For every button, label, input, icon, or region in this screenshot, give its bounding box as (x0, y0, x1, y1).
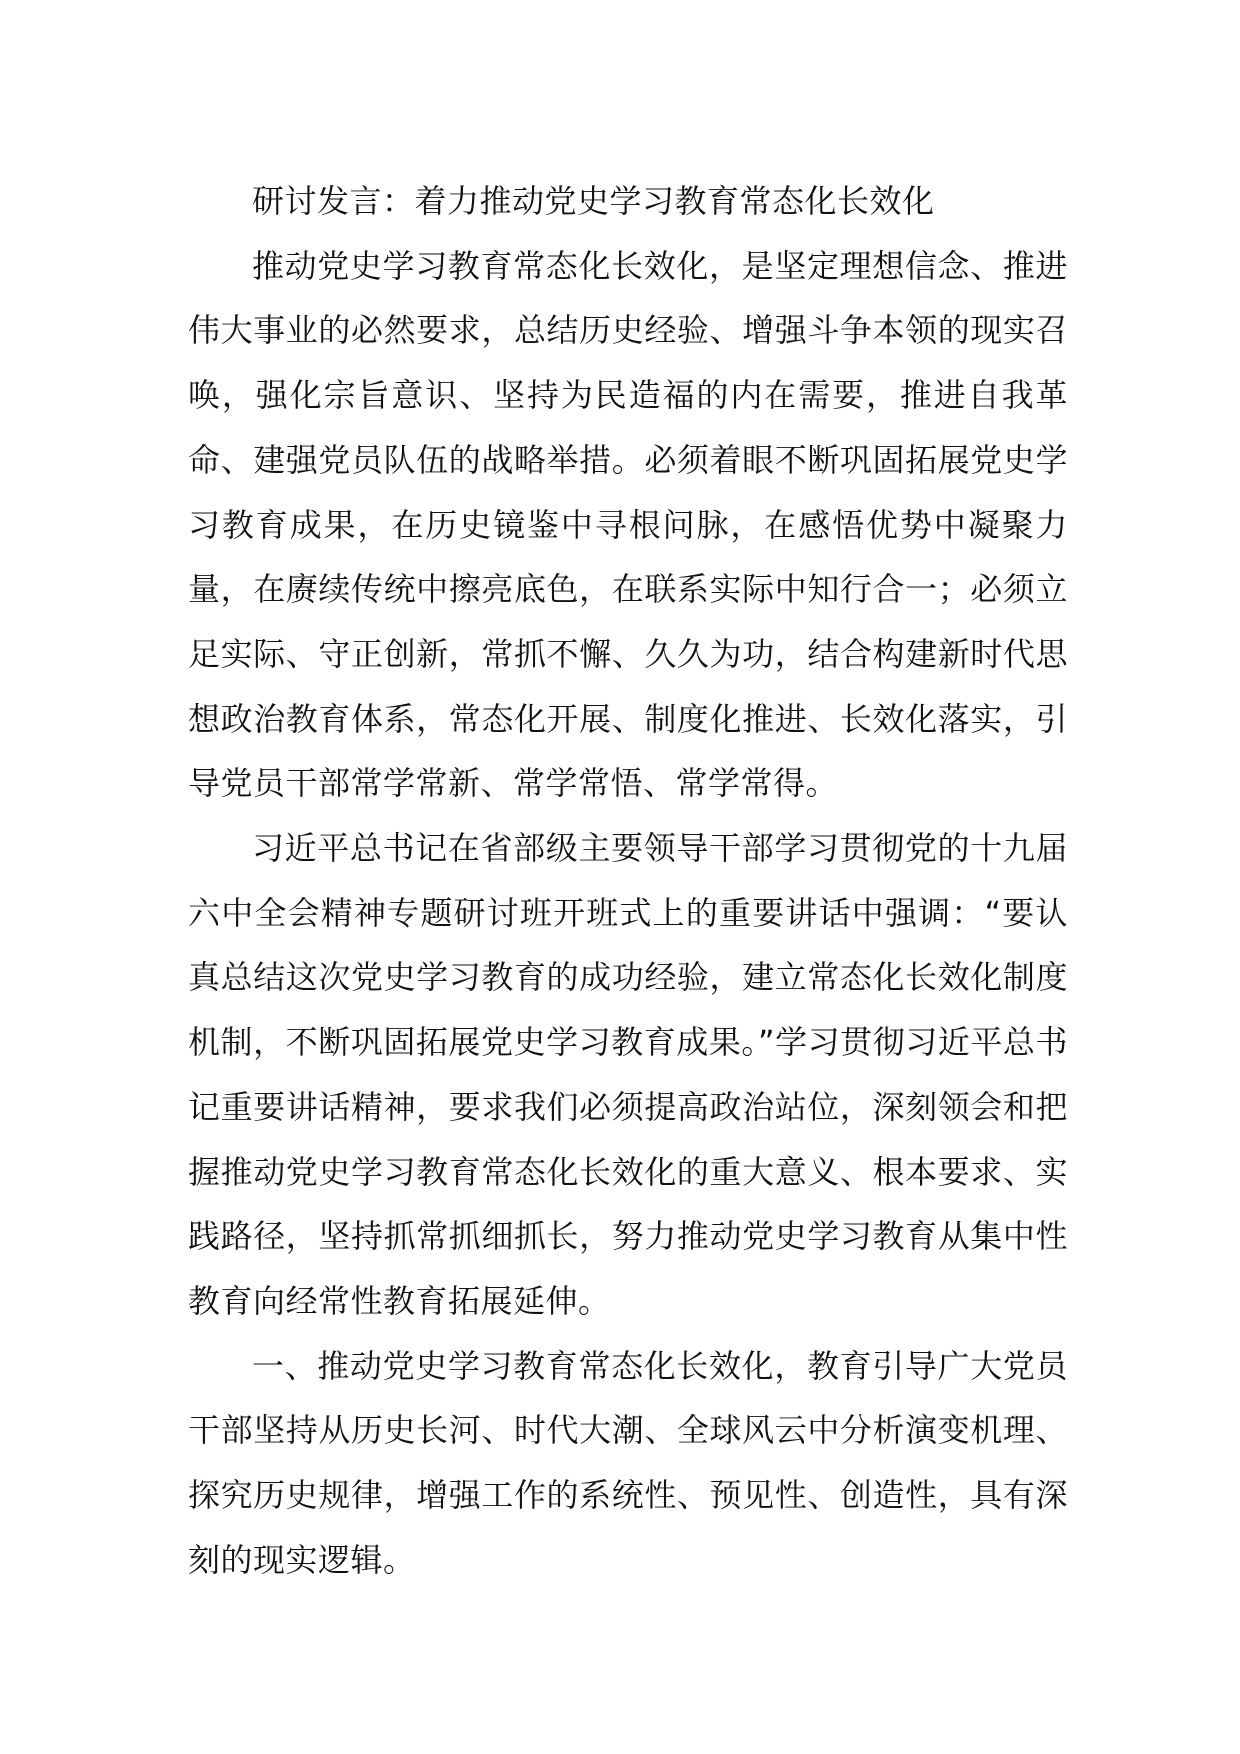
paragraph-2: 习近平总书记在省部级主要领导干部学习贯彻党的十九届六中全会精神专题研讨班开班式上的重要讲话中强调：“要认真总结这次党史学习教育的成功经验，建立常态化长效化制度机制，不断巩固拓展党史学习教育成果。”学习贯彻习近平总书记重要讲话精神，要求我们必须提高政治站位，深刻领会和把握推动党史学习教育常态化长效化的重大意义、根本要求、实践路径，坚持抓常抓细抓长，努力推动党史学习教育从集中性教育向经常性教育拓展延伸。 (188, 829, 1068, 1320)
document-title: 研讨发言：着力推动党史学习教育常态化长效化 (252, 182, 935, 220)
paragraph-3: 一、推动党史学习教育常态化长效化，教育引导广大党员干部坚持从历史长河、时代大潮、全球风云中分析演变机理、探究历史规律，增强工作的系统性、预见性、创造性，具有深刻的现实逻辑。 (188, 1346, 1068, 1579)
paragraph-1: 推动党史学习教育常态化长效化，是坚定理想信念、推进伟大事业的必然要求，总结历史经验、增强斗争本领的现实召唤，强化宗旨意识、坚持为民造福的内在需要，推进自我革命、建强党员队伍的战略举措。必须着眼不断巩固拓展党史学习教育成果，在历史镜鉴中寻根问脉，在感悟优势中凝聚力量，在赓续传统中擦亮底色，在联系实际中知行合一；必须立足实际、守正创新，常抓不懈、久久为功，结合构建新时代思想政治教育体系，常态化开展、制度化推进、长效化落实，引导党员干部常学常新、常学常悟、常学常得。 (188, 246, 1068, 803)
document-body (188, 169, 1068, 1592)
